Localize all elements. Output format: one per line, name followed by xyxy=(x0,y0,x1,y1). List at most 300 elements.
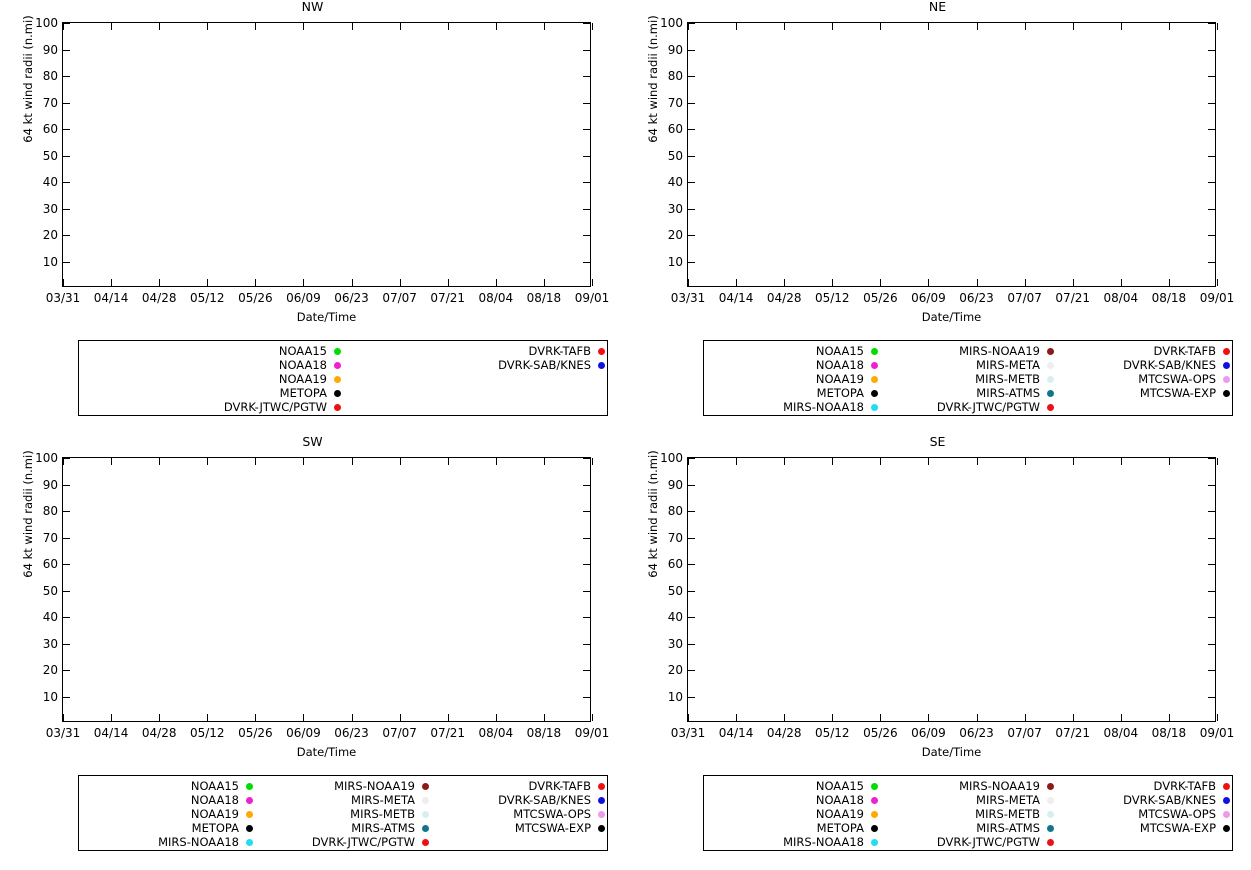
legend-color-swatch xyxy=(598,390,605,397)
x-tick-label: 04/14 xyxy=(93,291,129,305)
y-tick-mark xyxy=(63,511,70,512)
x-tick-label: 05/26 xyxy=(238,726,273,740)
y-tick-mark xyxy=(688,262,695,263)
x-tick-mark xyxy=(977,458,978,465)
legend-item[interactable] xyxy=(704,400,880,414)
legend-row xyxy=(704,793,1232,807)
x-tick-mark xyxy=(977,23,978,30)
legend-color-swatch xyxy=(598,797,605,804)
y-tick-mark xyxy=(63,644,70,645)
x-tick-label: 08/18 xyxy=(526,726,562,740)
y-tick-mark xyxy=(1208,50,1215,51)
panel-se xyxy=(625,435,1250,870)
legend-item[interactable] xyxy=(1056,372,1232,386)
legend-item[interactable] xyxy=(343,386,607,400)
y-tick-mark xyxy=(63,458,70,459)
legend-nw xyxy=(78,340,608,416)
y-tick-mark xyxy=(583,76,590,77)
legend-item-label: MIRS-ATMS xyxy=(976,821,1040,835)
legend-color-swatch xyxy=(1047,783,1054,790)
legend-item-label: NOAA15 xyxy=(190,779,239,793)
legend-item-label: NOAA18 xyxy=(278,358,327,372)
y-tick-mark xyxy=(63,182,70,183)
legend-row xyxy=(704,400,1232,414)
legend-item[interactable] xyxy=(704,807,880,821)
x-tick-label: 05/26 xyxy=(863,726,898,740)
y-tick-mark xyxy=(1208,511,1215,512)
y-tick-label: 90 xyxy=(667,42,683,57)
x-axis-label-nw: Date/Time xyxy=(296,310,357,324)
x-tick-mark xyxy=(784,714,785,721)
x-tick-label: 06/23 xyxy=(959,726,994,740)
legend-item[interactable] xyxy=(255,779,431,793)
y-tick-label: 60 xyxy=(667,557,683,571)
x-tick-label: 04/28 xyxy=(141,726,177,740)
x-tick-mark xyxy=(496,458,497,465)
x-tick-mark xyxy=(832,23,833,30)
legend-item[interactable] xyxy=(1056,400,1232,414)
y-tick-label: 90 xyxy=(42,477,58,492)
legend-color-swatch xyxy=(1223,797,1230,804)
x-tick-label: 05/26 xyxy=(238,291,273,305)
legend-color-swatch xyxy=(871,811,878,818)
legend-item-label: METOPA xyxy=(191,821,239,835)
legend-color-swatch xyxy=(598,825,605,832)
legend-item[interactable] xyxy=(343,358,607,372)
legend-item-label: DVRK-JTWC/PGTW xyxy=(936,835,1040,849)
x-tick-label: 05/12 xyxy=(189,726,225,740)
y-tick-label: 10 xyxy=(42,254,58,269)
x-tick-mark xyxy=(688,458,689,465)
legend-item-label: DVRK-SAB/KNES xyxy=(1123,358,1216,372)
y-tick-mark xyxy=(63,617,70,618)
y-tick-label: 20 xyxy=(42,663,58,677)
y-tick-mark xyxy=(1208,670,1215,671)
y-tick-label: 70 xyxy=(667,95,683,110)
x-tick-mark xyxy=(352,458,353,465)
panel-title-nw: NW xyxy=(301,0,324,14)
x-tick-mark xyxy=(592,23,593,30)
y-tick-label: 10 xyxy=(42,689,58,704)
legend-item-label: MIRS-META xyxy=(351,793,415,807)
legend-row xyxy=(704,807,1232,821)
y-tick-mark xyxy=(583,564,590,565)
x-tick-label: 04/14 xyxy=(718,726,754,740)
y-tick-mark xyxy=(1208,644,1215,645)
x-tick-mark xyxy=(400,458,401,465)
legend-item[interactable] xyxy=(880,807,1056,821)
legend-item-label: MIRS-NOAA19 xyxy=(334,779,415,793)
legend-color-swatch xyxy=(1223,811,1230,818)
legend-item[interactable] xyxy=(255,835,431,849)
y-tick-label: 50 xyxy=(42,148,58,163)
panel-title-sw: SW xyxy=(302,434,323,449)
y-tick-label: 70 xyxy=(42,95,58,110)
x-tick-label: 06/09 xyxy=(911,726,946,740)
legend-item[interactable] xyxy=(1056,344,1232,358)
y-tick-mark xyxy=(63,23,70,24)
x-tick-label: 08/18 xyxy=(526,291,562,305)
plot-area-sw xyxy=(35,451,610,740)
x-tick-label: 04/14 xyxy=(93,726,129,740)
x-tick-mark xyxy=(928,23,929,30)
legend-item-label: NOAA15 xyxy=(815,779,864,793)
legend-item[interactable] xyxy=(704,821,880,835)
legend-item[interactable] xyxy=(1056,835,1232,849)
y-axis-label-nw: 64 kt wind radii (n.mi) xyxy=(21,15,35,143)
legend-row xyxy=(79,793,607,807)
y-tick-mark xyxy=(688,103,695,104)
x-tick-label: 09/01 xyxy=(1199,726,1235,740)
y-tick-label: 30 xyxy=(667,636,683,651)
y-tick-label: 30 xyxy=(42,636,58,651)
legend-item[interactable] xyxy=(1056,807,1232,821)
legend-item[interactable] xyxy=(1056,793,1232,807)
legend-item-label: DVRK-SAB/KNES xyxy=(498,358,591,372)
legend-ne xyxy=(703,340,1233,416)
x-tick-label: 09/01 xyxy=(574,726,610,740)
y-tick-mark xyxy=(1208,103,1215,104)
y-tick-label: 80 xyxy=(667,69,683,83)
legend-item[interactable] xyxy=(704,793,880,807)
x-axis-label-ne: Date/Time xyxy=(921,310,982,324)
y-tick-mark xyxy=(583,591,590,592)
legend-item[interactable] xyxy=(79,807,255,821)
legend-color-swatch xyxy=(334,376,341,383)
y-tick-mark xyxy=(583,23,590,24)
legend-item[interactable] xyxy=(79,372,343,386)
legend-color-swatch xyxy=(422,811,429,818)
legend-item[interactable] xyxy=(1056,821,1232,835)
legend-color-swatch xyxy=(1223,376,1230,383)
x-tick-mark xyxy=(736,23,737,30)
y-tick-mark xyxy=(583,617,590,618)
legend-item-label: MIRS-METB xyxy=(975,807,1040,821)
legend-item[interactable] xyxy=(1056,779,1232,793)
legend-item[interactable] xyxy=(704,779,880,793)
legend-item[interactable] xyxy=(880,793,1056,807)
x-tick-label: 06/09 xyxy=(286,291,321,305)
legend-color-swatch xyxy=(422,797,429,804)
legend-item-label: METOPA xyxy=(279,386,327,400)
legend-item[interactable] xyxy=(343,344,607,358)
y-tick-mark xyxy=(583,670,590,671)
x-tick-label: 04/28 xyxy=(766,291,802,305)
y-tick-label: 80 xyxy=(42,69,58,83)
legend-item[interactable] xyxy=(704,358,880,372)
y-tick-mark xyxy=(583,511,590,512)
legend-row xyxy=(704,821,1232,835)
panel-sw xyxy=(0,435,625,870)
legend-item[interactable] xyxy=(880,344,1056,358)
x-tick-label: 04/28 xyxy=(766,726,802,740)
y-tick-mark xyxy=(583,103,590,104)
legend-item-label: MIRS-METB xyxy=(975,372,1040,386)
y-tick-mark xyxy=(688,50,695,51)
x-tick-mark xyxy=(1025,23,1026,30)
y-tick-mark xyxy=(1208,617,1215,618)
y-tick-mark xyxy=(688,670,695,671)
y-tick-mark xyxy=(583,262,590,263)
y-tick-mark xyxy=(688,644,695,645)
x-tick-mark xyxy=(255,714,256,721)
x-tick-mark xyxy=(496,279,497,286)
legend-item-label: MIRS-ATMS xyxy=(976,386,1040,400)
y-tick-mark xyxy=(583,129,590,130)
legend-color-swatch xyxy=(598,362,605,369)
legend-item-label: MTCSWA-OPS xyxy=(1138,372,1216,386)
legend-color-swatch xyxy=(598,348,605,355)
legend-color-swatch xyxy=(598,376,605,383)
legend-color-swatch xyxy=(246,825,253,832)
legend-color-swatch xyxy=(1223,404,1230,411)
legend-item-label: NOAA19 xyxy=(815,372,864,386)
x-tick-mark xyxy=(1169,23,1170,30)
x-tick-label: 06/23 xyxy=(334,291,369,305)
y-tick-label: 100 xyxy=(660,451,683,465)
y-tick-mark xyxy=(688,485,695,486)
x-tick-mark xyxy=(928,279,929,286)
x-tick-mark xyxy=(352,714,353,721)
legend-item[interactable] xyxy=(79,793,255,807)
legend-color-swatch xyxy=(598,783,605,790)
y-tick-label: 20 xyxy=(667,663,683,677)
y-tick-label: 20 xyxy=(42,228,58,242)
legend-item[interactable] xyxy=(704,386,880,400)
x-tick-mark xyxy=(111,714,112,721)
legend-color-swatch xyxy=(334,390,341,397)
legend-color-swatch xyxy=(422,783,429,790)
legend-item-label: NOAA18 xyxy=(815,793,864,807)
legend-color-swatch xyxy=(871,404,878,411)
legend-row xyxy=(79,807,607,821)
legend-color-swatch xyxy=(246,811,253,818)
x-tick-mark xyxy=(592,714,593,721)
legend-row xyxy=(79,344,607,358)
legend-row xyxy=(79,386,607,400)
legend-item[interactable] xyxy=(343,400,607,414)
y-tick-mark xyxy=(688,697,695,698)
y-tick-mark xyxy=(688,591,695,592)
y-tick-label: 100 xyxy=(660,16,683,30)
x-tick-label: 06/09 xyxy=(911,291,946,305)
y-tick-mark xyxy=(1208,262,1215,263)
x-tick-mark xyxy=(303,279,304,286)
legend-row xyxy=(704,835,1232,849)
legend-row xyxy=(79,779,607,793)
legend-item[interactable] xyxy=(79,358,343,372)
legend-item[interactable] xyxy=(1056,358,1232,372)
y-tick-mark xyxy=(688,511,695,512)
legend-item[interactable] xyxy=(255,793,431,807)
x-tick-mark xyxy=(592,458,593,465)
legend-item[interactable] xyxy=(255,821,431,835)
y-tick-mark xyxy=(688,564,695,565)
panel-ne xyxy=(625,0,1250,435)
legend-color-swatch xyxy=(871,376,878,383)
legend-item[interactable] xyxy=(880,400,1056,414)
y-tick-mark xyxy=(583,50,590,51)
legend-item[interactable] xyxy=(1056,386,1232,400)
legend-item[interactable] xyxy=(79,400,343,414)
y-tick-label: 90 xyxy=(42,42,58,57)
x-tick-label: 08/04 xyxy=(1103,291,1139,305)
y-tick-mark xyxy=(63,670,70,671)
y-tick-label: 100 xyxy=(35,16,58,30)
legend-item[interactable] xyxy=(79,821,255,835)
legend-item[interactable] xyxy=(431,821,607,835)
y-tick-label: 50 xyxy=(667,583,683,598)
x-tick-label: 08/04 xyxy=(478,291,514,305)
x-tick-mark xyxy=(784,23,785,30)
y-axis-label-se: 64 kt wind radii (n.mi) xyxy=(646,450,660,578)
y-tick-mark xyxy=(688,209,695,210)
y-axis-label-ne: 64 kt wind radii (n.mi) xyxy=(646,15,660,143)
y-tick-label: 60 xyxy=(42,557,58,571)
legend-item[interactable] xyxy=(880,372,1056,386)
y-tick-label: 80 xyxy=(667,504,683,518)
legend-row xyxy=(79,372,607,386)
y-tick-mark xyxy=(63,564,70,565)
legend-item[interactable] xyxy=(343,372,607,386)
legend-item[interactable] xyxy=(704,835,880,849)
x-tick-mark xyxy=(496,714,497,721)
legend-row xyxy=(704,344,1232,358)
legend-color-swatch xyxy=(598,811,605,818)
legend-color-swatch xyxy=(1223,362,1230,369)
x-tick-mark xyxy=(400,23,401,30)
x-tick-label: 03/31 xyxy=(45,291,81,305)
y-tick-label: 70 xyxy=(42,530,58,545)
legend-item-label: NOAA15 xyxy=(278,344,327,358)
legend-item[interactable] xyxy=(880,779,1056,793)
y-tick-label: 100 xyxy=(35,451,58,465)
legend-item[interactable] xyxy=(431,779,607,793)
x-tick-label: 09/01 xyxy=(1199,291,1235,305)
legend-row xyxy=(704,372,1232,386)
legend-color-swatch xyxy=(1223,390,1230,397)
x-tick-mark xyxy=(1217,458,1218,465)
legend-item[interactable] xyxy=(431,835,607,849)
legend-item[interactable] xyxy=(704,344,880,358)
x-tick-label: 06/23 xyxy=(959,291,994,305)
plot-area-ne xyxy=(660,16,1235,305)
x-tick-mark xyxy=(1217,23,1218,30)
x-tick-label: 08/04 xyxy=(1103,726,1139,740)
x-tick-mark xyxy=(448,279,449,286)
x-tick-mark xyxy=(255,279,256,286)
x-tick-label: 05/26 xyxy=(863,291,898,305)
legend-item-label: DVRK-JTWC/PGTW xyxy=(311,835,415,849)
legend-color-swatch xyxy=(871,362,878,369)
x-tick-mark xyxy=(400,279,401,286)
x-tick-label: 05/12 xyxy=(814,726,850,740)
legend-item-label: DVRK-TAFB xyxy=(1153,344,1216,358)
panel-title-se: SE xyxy=(929,434,946,449)
legend-item-label: METOPA xyxy=(816,821,864,835)
legend-color-swatch xyxy=(871,797,878,804)
x-tick-mark xyxy=(255,458,256,465)
legend-item-label: NOAA19 xyxy=(815,807,864,821)
legend-item[interactable] xyxy=(79,779,255,793)
y-tick-mark xyxy=(1208,485,1215,486)
legend-item[interactable] xyxy=(880,358,1056,372)
plot-area-se xyxy=(660,451,1235,740)
x-tick-mark xyxy=(303,458,304,465)
y-tick-mark xyxy=(583,485,590,486)
y-tick-mark xyxy=(63,76,70,77)
y-tick-mark xyxy=(63,129,70,130)
x-tick-mark xyxy=(544,23,545,30)
legend-color-swatch xyxy=(871,839,878,846)
legend-item[interactable] xyxy=(880,821,1056,835)
x-tick-mark xyxy=(544,458,545,465)
legend-row xyxy=(79,400,607,414)
x-tick-mark xyxy=(1121,23,1122,30)
x-tick-label: 07/21 xyxy=(430,291,466,305)
y-tick-mark xyxy=(1208,182,1215,183)
y-tick-mark xyxy=(63,156,70,157)
legend-row xyxy=(704,386,1232,400)
x-tick-label: 09/01 xyxy=(574,291,610,305)
x-tick-mark xyxy=(207,23,208,30)
y-tick-mark xyxy=(1208,591,1215,592)
legend-item[interactable] xyxy=(79,835,255,849)
panel-nw xyxy=(0,0,625,435)
x-tick-label: 06/23 xyxy=(334,726,369,740)
x-tick-mark xyxy=(1025,714,1026,721)
x-tick-mark xyxy=(1169,714,1170,721)
y-tick-mark xyxy=(1208,156,1215,157)
y-tick-mark xyxy=(1208,76,1215,77)
x-tick-mark xyxy=(1169,279,1170,286)
x-tick-mark xyxy=(1073,23,1074,30)
x-tick-mark xyxy=(784,279,785,286)
y-tick-mark xyxy=(63,209,70,210)
x-tick-mark xyxy=(1121,458,1122,465)
legend-item[interactable] xyxy=(880,386,1056,400)
legend-color-swatch xyxy=(334,348,341,355)
legend-se xyxy=(703,775,1233,851)
y-tick-mark xyxy=(63,50,70,51)
x-tick-label: 05/12 xyxy=(814,291,850,305)
x-tick-mark xyxy=(1121,714,1122,721)
legend-item-label: MIRS-NOAA19 xyxy=(959,344,1040,358)
y-tick-label: 20 xyxy=(667,228,683,242)
legend-item-label: NOAA18 xyxy=(815,358,864,372)
legend-item[interactable] xyxy=(704,372,880,386)
y-tick-mark xyxy=(688,23,695,24)
legend-item[interactable] xyxy=(79,344,343,358)
x-tick-mark xyxy=(1073,714,1074,721)
legend-item[interactable] xyxy=(880,835,1056,849)
legend-item-label: METOPA xyxy=(816,386,864,400)
y-tick-mark xyxy=(688,76,695,77)
legend-item[interactable] xyxy=(255,807,431,821)
x-tick-label: 06/09 xyxy=(286,726,321,740)
y-tick-mark xyxy=(1208,129,1215,130)
legend-color-swatch xyxy=(1047,362,1054,369)
legend-color-swatch xyxy=(1047,404,1054,411)
y-tick-mark xyxy=(63,697,70,698)
legend-color-swatch xyxy=(871,825,878,832)
x-tick-mark xyxy=(928,714,929,721)
legend-item[interactable] xyxy=(431,793,607,807)
legend-item[interactable] xyxy=(79,386,343,400)
y-tick-mark xyxy=(583,644,590,645)
legend-color-swatch xyxy=(1047,839,1054,846)
legend-item[interactable] xyxy=(431,807,607,821)
